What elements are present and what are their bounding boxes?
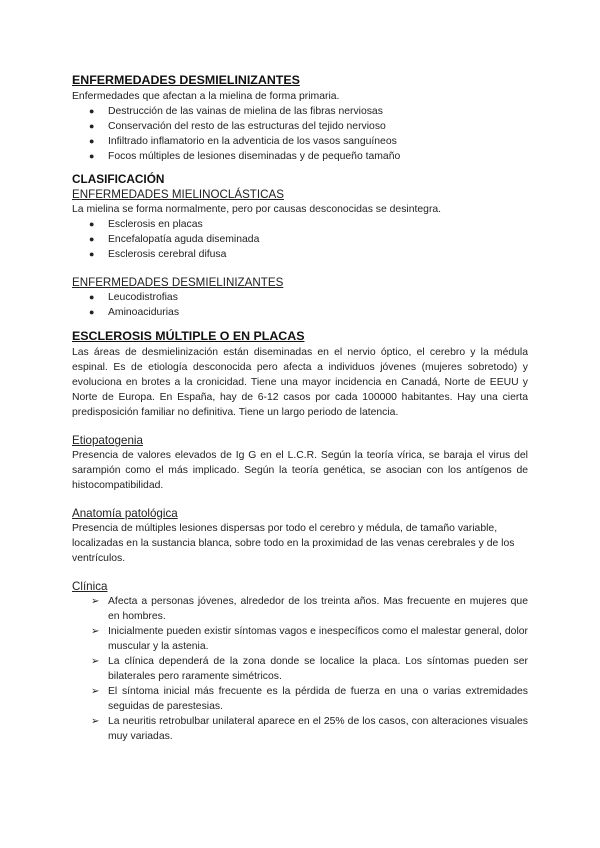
clinica-list — [72, 594, 528, 744]
esclerosis-intro: Las áreas de desmielinización están diseminadas en el nervio óptico, el cerebro y la médula espinal. Es de etiología desconocida pero afecta a individuos jóvenes (mujeres sobretodo) y evoluciona en brotes a la cronicidad. Tiene una mayor incidencia en Canadá, Norte de EEUU y Norte de Europa. En España, hay de 6-12 casos por cada 100000 habitantes. Hay una cierta predisposición familiar no definitiva. Tiene un largo periodo de latencia. — [72, 347, 528, 418]
list-item: ➢ Inicialmente pueden existir síntomas vagos e inespecíficos como el malestar general, dolor muscular y la astenia. — [91, 626, 528, 652]
bullet-icon: ● — [89, 292, 95, 302]
document-page — [72, 72, 528, 744]
etiopatogenia-text: Presencia de valores elevados de Ig G en el L.C.R. Según la teoría vírica, se baraja el virus del sarampión como el más implicado. Según la teoría genética, se asocian con los antígenos de histocompatibilidad. — [72, 450, 528, 491]
arrow-bullet-icon: ➢ — [91, 716, 100, 727]
desmielinizantes-list — [72, 290, 528, 320]
characteristics-list — [72, 104, 528, 164]
subtitle-clinica: Clínica — [72, 580, 108, 593]
bullet-icon: ● — [89, 307, 95, 317]
list-item: ➢ El síntoma inicial más frecuente es la pérdida de fuerza en una o varias extremidades seguidas de parestesias. — [91, 686, 528, 712]
mielinoclasticas-list — [72, 217, 528, 262]
list-item: ● Destrucción de las vainas de mielina de las fibras nerviosas — [89, 106, 383, 117]
arrow-bullet-icon: ➢ — [91, 626, 100, 637]
bullet-icon: ● — [89, 249, 95, 259]
mielinoclasticas-text: La mielina se forma normalmente, pero por causas desconocidas se desintegra. — [72, 204, 442, 215]
subtitle-mielinoclasticas: ENFERMEDADES MIELINOCLÁSTICAS — [72, 188, 284, 201]
list-item: ● Focos múltiples de lesiones diseminadas y de pequeño tamaño — [89, 151, 401, 162]
section-intro: Enfermedades que afectan a la mielina de forma primaria. — [72, 91, 340, 102]
arrow-bullet-icon: ➢ — [91, 686, 100, 697]
list-item: ● Infiltrado inflamatorio en la adventicia de los vasos sanguíneos — [89, 136, 397, 147]
arrow-bullet-icon: ➢ — [91, 596, 100, 607]
list-item: ● Conservación del resto de las estructuras del tejido nervioso — [89, 121, 386, 132]
arrow-bullet-icon: ➢ — [91, 656, 100, 667]
subtitle-desmielinizantes: ENFERMEDADES DESMIELINIZANTES — [72, 276, 284, 289]
list-item: ● Esclerosis cerebral difusa — [89, 249, 227, 260]
bullet-icon: ● — [89, 136, 95, 146]
list-item: ● Leucodistrofias — [89, 292, 178, 303]
list-item: ➢ La neuritis retrobulbar unilateral aparece en el 25% de los casos, con alteraciones visuales muy variadas. — [91, 716, 528, 742]
section-title-clasificacion: CLASIFICACIÓN — [72, 172, 165, 186]
section-title-esclerosis: ESCLEROSIS MÚLTIPLE O EN PLACAS — [72, 329, 305, 343]
section-title-desmielinizantes: ENFERMEDADES DESMIELINIZANTES — [72, 73, 300, 87]
list-item: ● Encefalopatía aguda diseminada — [89, 234, 260, 245]
bullet-icon: ● — [89, 106, 95, 116]
list-item: ➢ La clínica dependerá de la zona donde se localice la placa. Los síntomas pueden ser bilaterales pero raramente simétricos. — [91, 656, 528, 682]
subtitle-etiopatogenia: Etiopatogenia — [72, 434, 143, 447]
list-item: ● Esclerosis en placas — [89, 219, 203, 230]
bullet-icon: ● — [89, 234, 95, 244]
subtitle-anatomia: Anatomía patológica — [72, 507, 178, 520]
list-item: ➢ Afecta a personas jóvenes, alrededor de los treinta años. Mas frecuente en mujeres que en hombres. — [91, 596, 528, 622]
list-item: ● Aminoacidurias — [89, 307, 180, 318]
bullet-icon: ● — [89, 219, 95, 229]
bullet-icon: ● — [89, 121, 95, 131]
anatomia-text: Presencia de múltiples lesiones dispersas por todo el cerebro y médula, de tamaño variable, localizadas en la sustancia blanca, sobre todo en la proximidad de las venas cerebrales y de los ventrículos. — [72, 523, 515, 564]
bullet-icon: ● — [89, 151, 95, 161]
